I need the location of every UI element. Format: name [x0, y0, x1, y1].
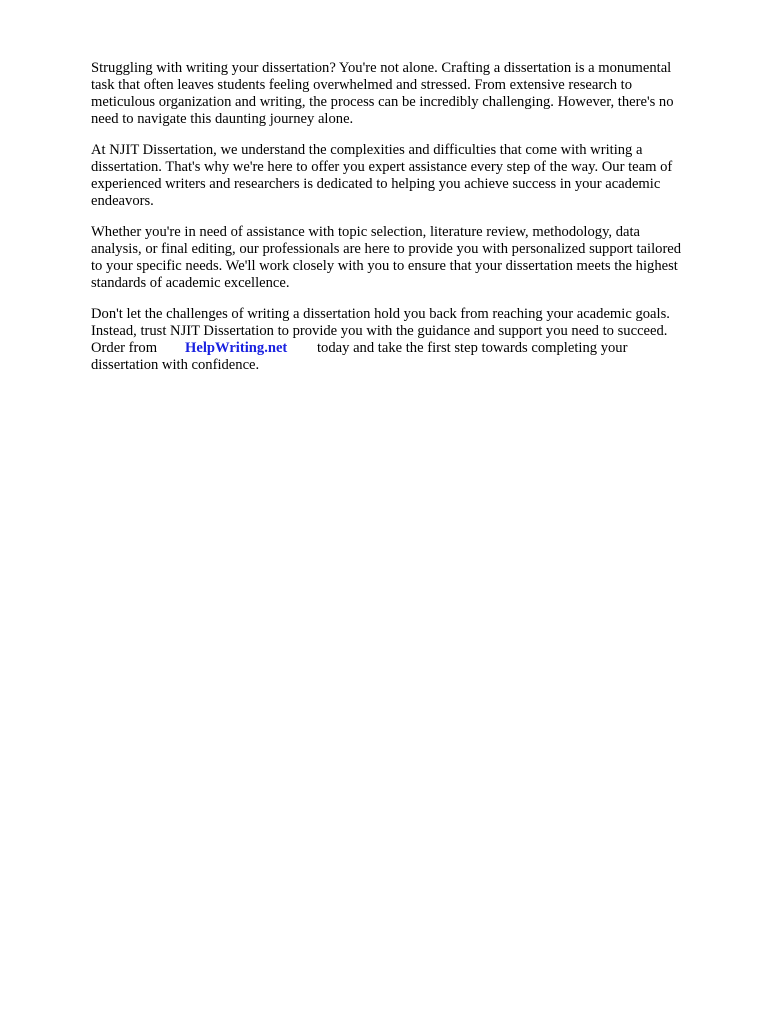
text-line: meticulous organization and writing, the process can be incredibly challenging. However, there's no — [91, 94, 674, 110]
text-line: endeavors. — [91, 193, 154, 209]
text-line: At NJIT Dissertation, we understand the complexities and difficulties that come with writing a — [91, 142, 643, 158]
text-line: Don't let the challenges of writing a dissertation hold you back from reaching your academic goals. — [91, 306, 670, 322]
paragraph-about — [91, 142, 731, 210]
text-line: standards of academic excellence. — [91, 275, 290, 291]
text-line: experienced writers and researchers is dedicated to helping you achieve success in your academic — [91, 176, 661, 192]
order-line — [91, 340, 731, 357]
text-line: to your specific needs. We'll work closely with you to ensure that your dissertation meets the highest — [91, 258, 678, 274]
text-line: Whether you're in need of assistance with topic selection, literature review, methodology, data — [91, 224, 641, 240]
helpwriting-link[interactable]: HelpWriting.net — [185, 340, 288, 356]
text-line: analysis, or final editing, our professionals are here to provide you with personalized support tailored — [91, 241, 682, 257]
text-line: Struggling with writing your dissertation? You're not alone. Crafting a dissertation is a monumental — [91, 60, 672, 76]
order-prefix-text: Order from — [91, 340, 158, 356]
text-line: task that often leaves students feeling overwhelmed and stressed. From extensive research to — [91, 77, 633, 93]
text-line: dissertation. That's why we're here to offer you expert assistance every step of the way. Our team of — [91, 159, 673, 175]
document-body — [91, 60, 731, 388]
paragraph-call-to-action — [91, 306, 731, 374]
text-line: need to navigate this daunting journey alone. — [91, 111, 354, 127]
paragraph-services — [91, 224, 731, 292]
text-line: dissertation with confidence. — [91, 357, 260, 373]
paragraph-intro — [91, 60, 731, 128]
order-suffix-text: today and take the first step towards completing your — [317, 340, 628, 356]
text-line: Instead, trust NJIT Dissertation to provide you with the guidance and support you need to succeed. — [91, 323, 668, 339]
